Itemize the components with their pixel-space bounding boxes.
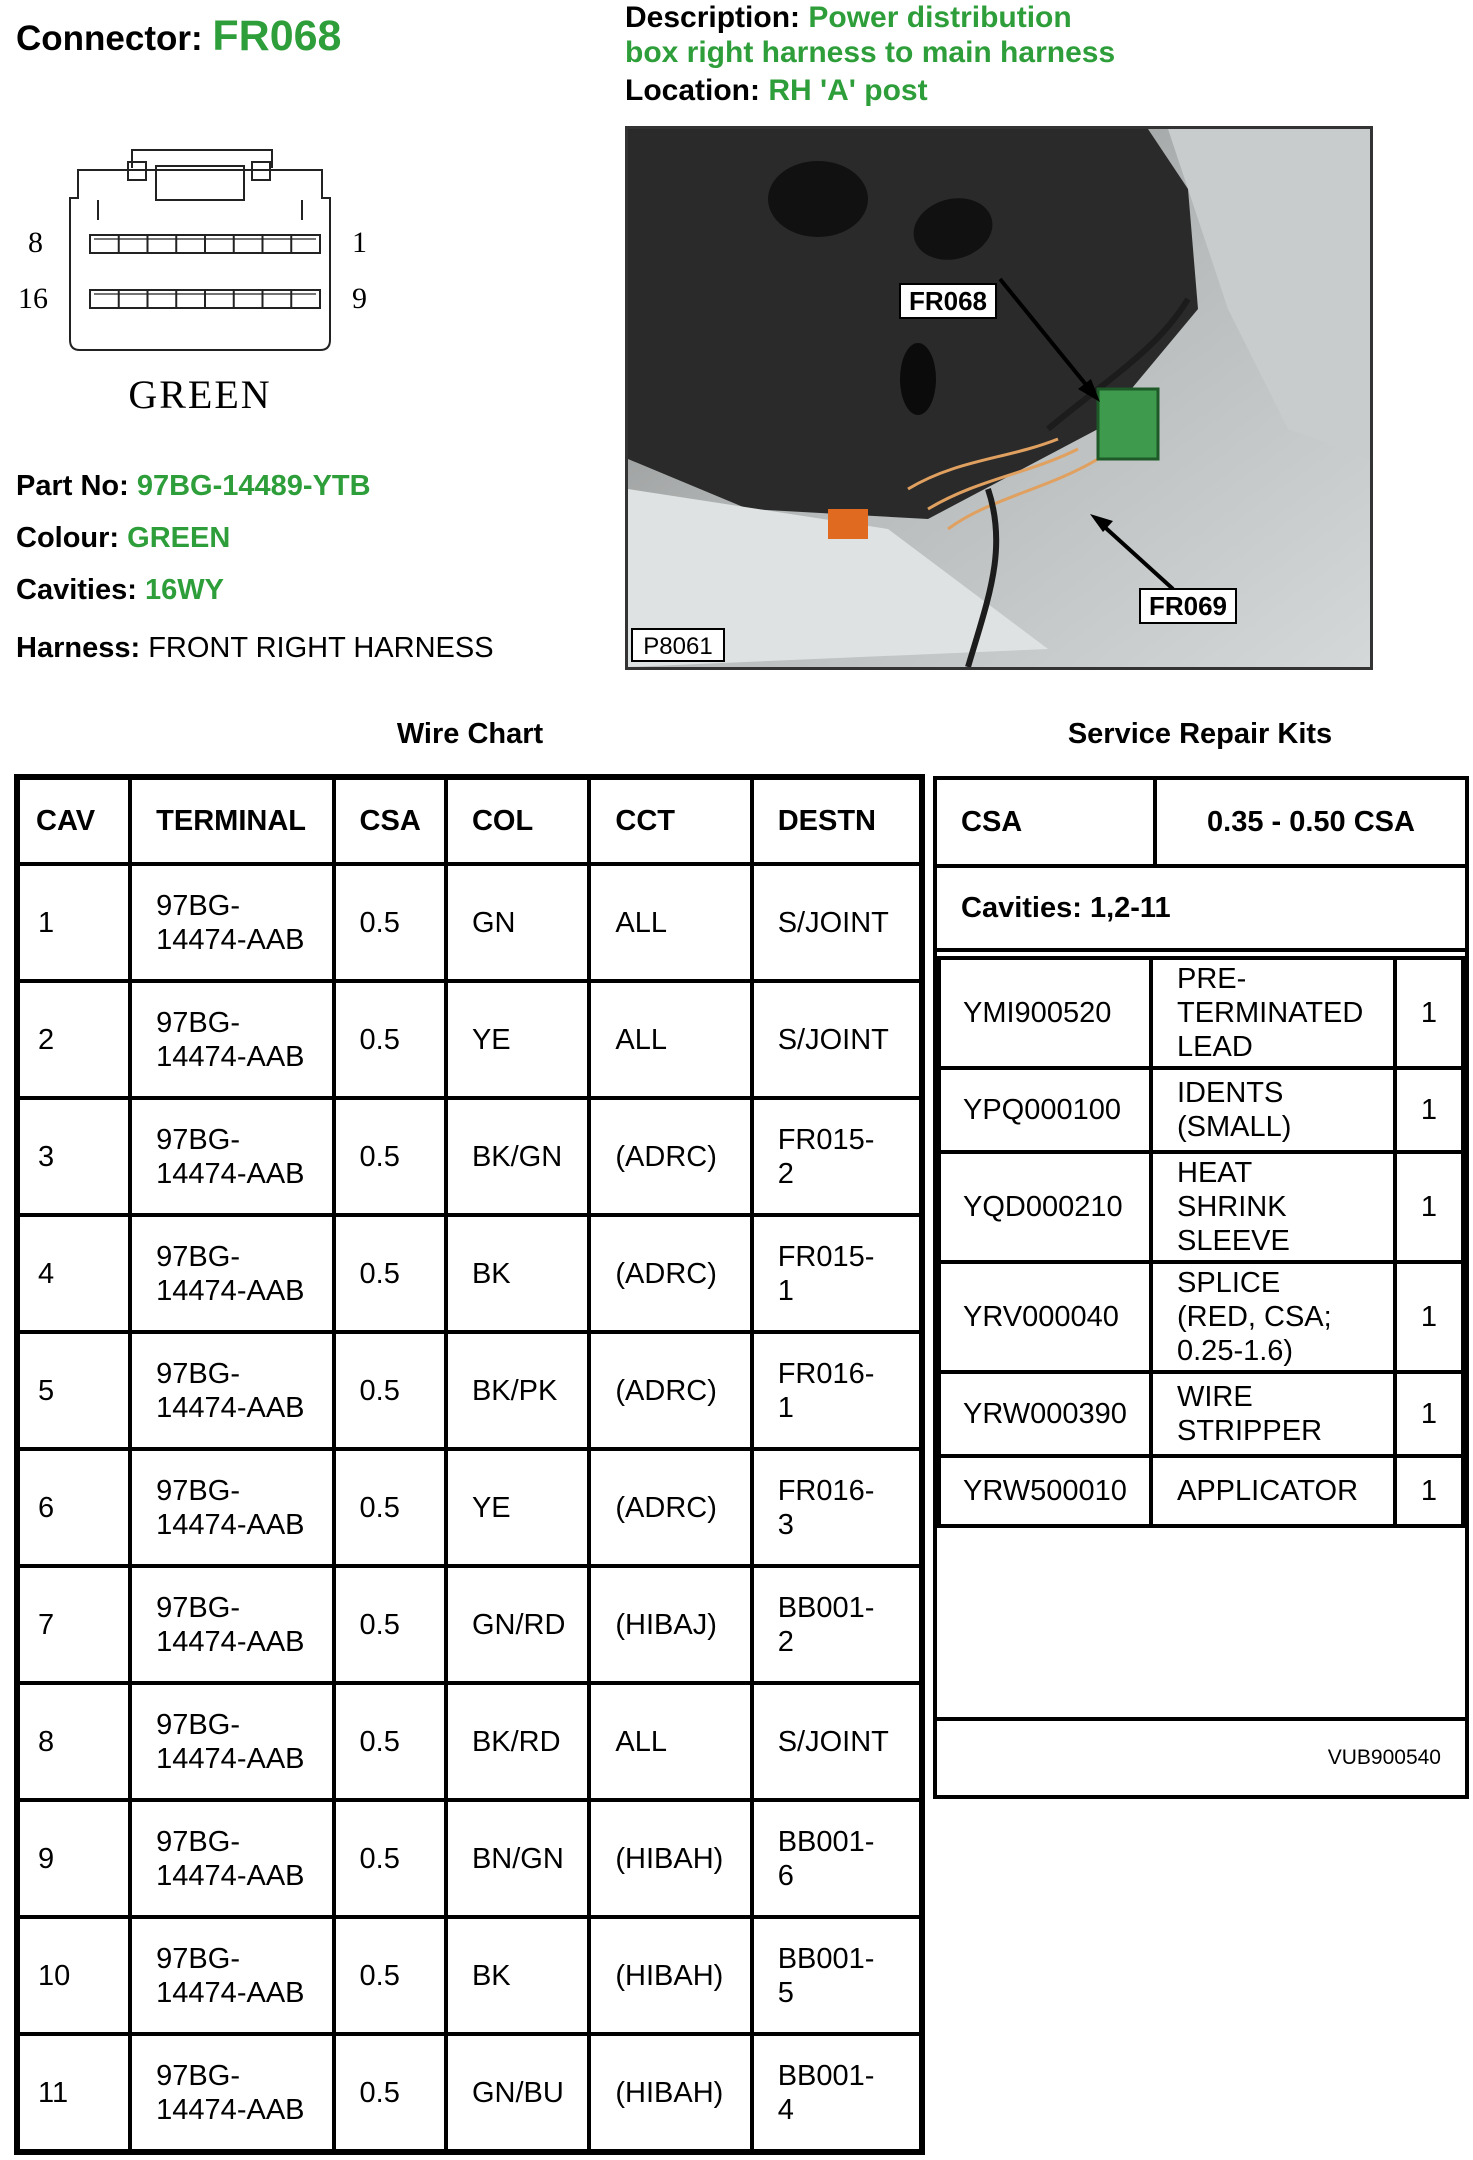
table-cell: 97BG- 14474-AAB (130, 1215, 333, 1332)
table-cell: 97BG- 14474-AAB (130, 1098, 333, 1215)
table-row (18, 981, 921, 1098)
table-cell: BK (446, 1917, 589, 2034)
wire-chart-header-cell: DESTN (752, 778, 921, 864)
part-info (16, 460, 494, 674)
table-cell: BB001- 2 (752, 1566, 921, 1683)
kit-part-number: YMI900520 (939, 958, 1151, 1068)
table-cell: 2 (18, 981, 130, 1098)
kit-part-number: YQD000210 (939, 1152, 1151, 1262)
kits-header-row (937, 780, 1465, 868)
table-cell: 97BG- 14474-AAB (130, 1566, 333, 1683)
table-cell: 0.5 (334, 1215, 446, 1332)
connector-outline (70, 170, 330, 350)
table-cell: BK/GN (446, 1098, 589, 1215)
location-line (625, 74, 928, 108)
kit-description: IDENTS (SMALL) (1151, 1068, 1395, 1152)
table-cell: S/JOINT (752, 981, 921, 1098)
table-cell: 9 (18, 1800, 130, 1917)
kit-row (939, 958, 1463, 1068)
wire-chart-header-cell: COL (446, 778, 589, 864)
harness-line: Harness: FRONT RIGHT HARNESS (16, 632, 494, 664)
location-value: RH 'A' post (768, 74, 928, 107)
kit-part-number: YPQ000100 (939, 1068, 1151, 1152)
table-cell: 6 (18, 1449, 130, 1566)
part-no-line: Part No: 97BG-14489-YTB (16, 470, 371, 502)
table-cell: 7 (18, 1566, 130, 1683)
description-block (625, 0, 1115, 70)
connector-heading (16, 12, 341, 61)
location-photo (625, 126, 1373, 670)
wire-chart-header-row (18, 778, 921, 864)
table-row (18, 1215, 921, 1332)
table-cell: FR016- 1 (752, 1332, 921, 1449)
table-row (18, 2034, 921, 2151)
cavities-value: 16WY (144, 574, 224, 606)
pin-label-8: 8 (28, 226, 43, 259)
harness-value: FRONT RIGHT HARNESS (148, 632, 494, 664)
table-cell: 97BG- 14474-AAB (130, 1449, 333, 1566)
table-cell: 1 (18, 864, 130, 981)
table-cell: (HIBAJ) (589, 1566, 751, 1683)
table-cell: (HIBAH) (589, 1800, 751, 1917)
kit-description: WIRE STRIPPER (1151, 1372, 1395, 1456)
table-cell: BB001- 4 (752, 2034, 921, 2151)
wire-chart-table (16, 776, 923, 2153)
kit-description: PRE- TERMINATED LEAD (1151, 958, 1395, 1068)
wire-chart-title: Wire Chart (396, 718, 544, 750)
photo-ref: P8061 (643, 633, 713, 660)
kit-part-number: YRW000390 (939, 1372, 1151, 1456)
table-cell: 0.5 (334, 1800, 446, 1917)
pinout-color-label: GREEN (128, 372, 272, 417)
table-cell: 3 (18, 1098, 130, 1215)
table-cell: 0.5 (334, 864, 446, 981)
table-cell: 4 (18, 1215, 130, 1332)
table-cell: GN/RD (446, 1566, 589, 1683)
table-cell: S/JOINT (752, 864, 921, 981)
table-cell: 0.5 (334, 1332, 446, 1449)
kit-quantity: 1 (1395, 1068, 1463, 1152)
repair-kits-title: Service Repair Kits (1067, 718, 1333, 750)
table-cell: 97BG- 14474-AAB (130, 1800, 333, 1917)
wire-chart-header-cell: CSA (334, 778, 446, 864)
kit-quantity: 1 (1395, 1152, 1463, 1262)
table-cell: (ADRC) (589, 1215, 751, 1332)
wire-chart-header-cell: CCT (589, 778, 751, 864)
colour-value: GREEN (127, 522, 231, 554)
kit-part-number: YRV000040 (939, 1262, 1151, 1372)
table-cell: 0.5 (334, 1449, 446, 1566)
table-cell: GN/BU (446, 2034, 589, 2151)
table-cell: ALL (589, 864, 751, 981)
table-cell: BK/PK (446, 1332, 589, 1449)
kits-header-range: 0.35 - 0.50 CSA (1207, 805, 1415, 838)
kit-quantity: 1 (1395, 958, 1463, 1068)
repair-kits-panel (933, 776, 1469, 1799)
callout-fr068: FR068 (908, 286, 988, 316)
table-cell: (HIBAH) (589, 1917, 751, 2034)
table-cell: 8 (18, 1683, 130, 1800)
kits-table (937, 956, 1465, 1528)
table-cell: (HIBAH) (589, 2034, 751, 2151)
table-cell: 97BG- 14474-AAB (130, 1332, 333, 1449)
table-cell: (ADRC) (589, 1449, 751, 1566)
description-line-2: box right harness to main harness (625, 36, 1116, 69)
wire-chart-header-cell: CAV (18, 778, 130, 864)
kit-row (939, 1372, 1463, 1456)
connector-label: Connector: (16, 19, 203, 58)
kit-part-number: YRW500010 (939, 1456, 1151, 1526)
table-cell: S/JOINT (752, 1683, 921, 1800)
table-cell: 11 (18, 2034, 130, 2151)
table-cell: FR016- 3 (752, 1449, 921, 1566)
pin-cells (119, 235, 292, 308)
table-row (18, 1917, 921, 2034)
table-cell: BN/GN (446, 1800, 589, 1917)
table-cell: 5 (18, 1332, 130, 1449)
table-cell: ALL (589, 1683, 751, 1800)
kit-quantity: 1 (1395, 1262, 1463, 1372)
table-row (18, 1332, 921, 1449)
table-cell: BB001- 5 (752, 1917, 921, 2034)
table-cell: 0.5 (334, 1566, 446, 1683)
table-cell: 0.5 (334, 1098, 446, 1215)
kit-quantity: 1 (1395, 1372, 1463, 1456)
table-cell: YE (446, 1449, 589, 1566)
wire-chart-body (18, 864, 921, 2151)
table-cell: BK (446, 1215, 589, 1332)
table-row (18, 1683, 921, 1800)
kit-row (939, 1262, 1463, 1372)
part-no-value: 97BG-14489-YTB (136, 470, 371, 502)
table-row (18, 1800, 921, 1917)
table-row (18, 864, 921, 981)
callout-fr069: FR069 (1148, 591, 1228, 621)
kit-description: SPLICE (RED, CSA; 0.25-1.6) (1151, 1262, 1395, 1372)
colour-line: Colour: GREEN (16, 522, 231, 554)
kit-quantity: 1 (1395, 1456, 1463, 1526)
table-cell: 97BG- 14474-AAB (130, 1683, 333, 1800)
kits-cavities: Cavities: 1,2-11 (937, 868, 1465, 952)
connector-pinout-diagram (10, 140, 390, 440)
table-cell: 0.5 (334, 1917, 446, 2034)
description-label: Description: (625, 1, 801, 34)
kits-footer-code: VUB900540 (937, 1717, 1465, 1795)
pin-label-16: 16 (18, 282, 48, 315)
kit-row (939, 1456, 1463, 1526)
pin-label-9: 9 (352, 282, 367, 315)
green-connector-shape (1098, 389, 1158, 459)
table-row (18, 1098, 921, 1215)
kit-description: APPLICATOR (1151, 1456, 1395, 1526)
table-cell: 10 (18, 1917, 130, 2034)
table-cell: (ADRC) (589, 1332, 751, 1449)
table-cell: 0.5 (334, 981, 446, 1098)
table-cell: FR015- 1 (752, 1215, 921, 1332)
table-cell: (ADRC) (589, 1098, 751, 1215)
table-cell: 97BG- 14474-AAB (130, 1917, 333, 2034)
kit-description: HEAT SHRINK SLEEVE (1151, 1152, 1395, 1262)
table-cell: 97BG- 14474-AAB (130, 864, 333, 981)
kit-row (939, 1152, 1463, 1262)
table-cell: 0.5 (334, 1683, 446, 1800)
table-cell: 0.5 (334, 2034, 446, 2151)
table-cell: 97BG- 14474-AAB (130, 2034, 333, 2151)
table-cell: GN (446, 864, 589, 981)
latch-center (156, 166, 244, 200)
description-line-1: Power distribution (808, 1, 1072, 34)
pin-label-1: 1 (352, 226, 367, 259)
wire-chart-header-cell: TERMINAL (130, 778, 333, 864)
location-label: Location: (625, 74, 760, 107)
cavities-line: Cavities: 16WY (16, 574, 224, 606)
photo-illustration (628, 129, 1370, 667)
connector-id: FR068 (212, 12, 342, 60)
table-row (18, 1449, 921, 1566)
table-cell: ALL (589, 981, 751, 1098)
table-cell: 97BG- 14474-AAB (130, 981, 333, 1098)
kit-row (939, 1068, 1463, 1152)
table-cell: BB001- 6 (752, 1800, 921, 1917)
table-cell: YE (446, 981, 589, 1098)
table-row (18, 1566, 921, 1683)
table-cell: BK/RD (446, 1683, 589, 1800)
kits-header-csa: CSA (937, 780, 1157, 864)
table-cell: FR015- 2 (752, 1098, 921, 1215)
